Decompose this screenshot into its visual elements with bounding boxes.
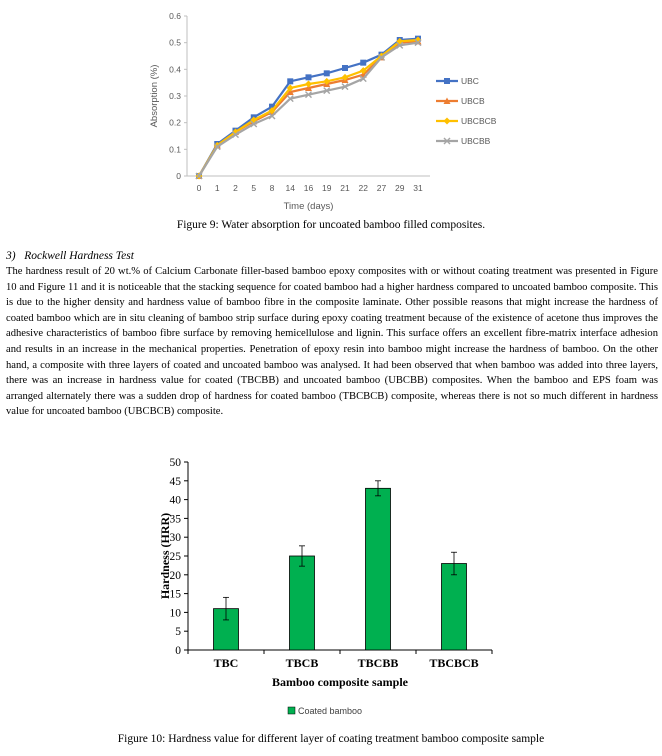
absorption-line-chart [140,0,520,218]
y-tick-label: 30 [169,532,181,545]
x-tick-label: 29 [395,183,405,193]
data-point [324,70,330,76]
legend-label: UBCBCB [461,116,497,126]
x-tick-label: 2 [233,183,238,193]
series-line [199,40,418,176]
x-tick-label: 31 [413,183,423,193]
legend-entry [436,76,479,86]
x-axis-title: Time (days) [283,201,334,212]
y-tick-label: 40 [169,494,181,507]
legend-entry [436,96,485,106]
x-tick-label: TBCBCB [429,656,479,670]
y-tick-label: 50 [169,457,181,469]
x-tick-label: 5 [251,183,257,193]
bar [366,488,391,650]
y-tick-label: 25 [169,551,181,563]
bar [442,564,467,650]
body-paragraph: The hardness result of 20 wt.% of Calcium Carbonate filler-based bamboo epoxy composites with or without coating treatment was presented in Figure 10 and Figure 11 and it is noticeable that the stacking sequence for coated bamboo had a higher hardness compared to uncoated bamboo composite. This is due to the higher density and hardness value of bamboo fibre in the composite laminate. Other possible reasons that might increase the hardness of coated bamboo which are in situ cleaning of bamboo strip surface during epoxy coating treatment because of the existence of acetone thus improves the adhesive characteristics of bamboo fibre surface by removing hemicellulose and lignin. This surface offers an excellent fibre-matrix interface adhesion and results in an increase in the mechanical properties. Penetration of epoxy resin into bamboo might increase the hardness of bamboo. On the other hand, a composite with three layers of coated and uncoated bamboo was analysed. It had been observed that when bamboo was added into three layers, there was an increase in hardness value for coated (TBCBB) and uncoated bamboo (UBCBB) composites. When the bamboo and EPS foam was arranged alternately there was a sudden drop of hardness for coated bamboo (TBCBCB) composite, whereas there is not so much different in hardness value for uncoated bamboo (UBCBCB) composite. [6,266,658,418]
x-tick-label: 19 [322,183,332,193]
series-ubcb [196,38,422,179]
data-point [342,65,348,71]
data-point [444,118,451,125]
x-tick-label: 27 [376,183,387,193]
y-tick-label: 15 [169,588,181,601]
legend-label: UBCB [461,96,485,106]
x-tick-label: 0 [196,183,202,193]
y-tick-label: 0.2 [169,117,181,128]
y-axis-title: Absorption (%) [149,64,160,128]
x-tick-label: 22 [358,183,368,193]
y-tick-label: 0.6 [169,11,181,21]
y-tick-label: 5 [175,626,181,639]
y-tick-label: 10 [169,607,181,620]
y-tick-label: 0.5 [169,37,181,48]
data-point [287,78,293,84]
y-tick-label: 35 [169,513,181,526]
x-tick-label: 1 [214,183,220,193]
y-tick-label: 0 [175,645,181,657]
section-heading [6,250,134,262]
section-title: Rockwell Hardness Test [24,250,134,262]
series-line [199,43,418,176]
series-line [199,39,418,176]
figure-9-caption: Figure 9: Water absorption for uncoated bamboo filled composites. [176,219,486,231]
legend-label: Coated bamboo [298,706,363,716]
x-tick-label: 21 [340,183,350,193]
legend-swatch [288,707,295,714]
x-tick-label: TBCBB [357,656,399,670]
figure-10-caption: Figure 10: Hardness value for different layer of coating treatment bamboo composite sample [117,733,545,745]
figure-10 [140,450,520,725]
x-tick-label: 16 [303,183,314,193]
series-ubc [196,36,421,179]
series-line [199,41,418,176]
legend-entry [436,116,497,126]
series-ubcbcb [196,37,422,180]
x-tick-label: TBC [213,656,239,670]
y-tick-label: 0.3 [169,91,181,101]
x-axis-title: Bamboo composite sample [272,675,408,689]
legend-entry [436,136,491,146]
y-tick-label: 0.1 [169,144,181,155]
x-tick-label: TBCB [285,656,319,670]
data-point [306,74,312,80]
x-tick-label: 8 [269,183,275,193]
y-tick-label: 0 [176,171,181,181]
legend-label: UBC [461,76,479,86]
y-axis-title: Hardness (HRR) [158,512,172,600]
y-tick-label: 0.4 [169,64,181,75]
hardness-bar-chart [140,450,520,725]
data-point [444,78,450,84]
series-ubcbb [196,40,421,179]
x-tick-label: 14 [285,183,295,193]
legend-entry [288,706,362,716]
section-number: 3) [6,250,16,262]
bar [290,556,315,650]
legend-label: UBCBB [461,136,491,146]
y-tick-label: 45 [169,475,181,488]
y-tick-label: 20 [169,569,181,582]
data-point [360,60,366,66]
figure-9 [140,0,520,218]
